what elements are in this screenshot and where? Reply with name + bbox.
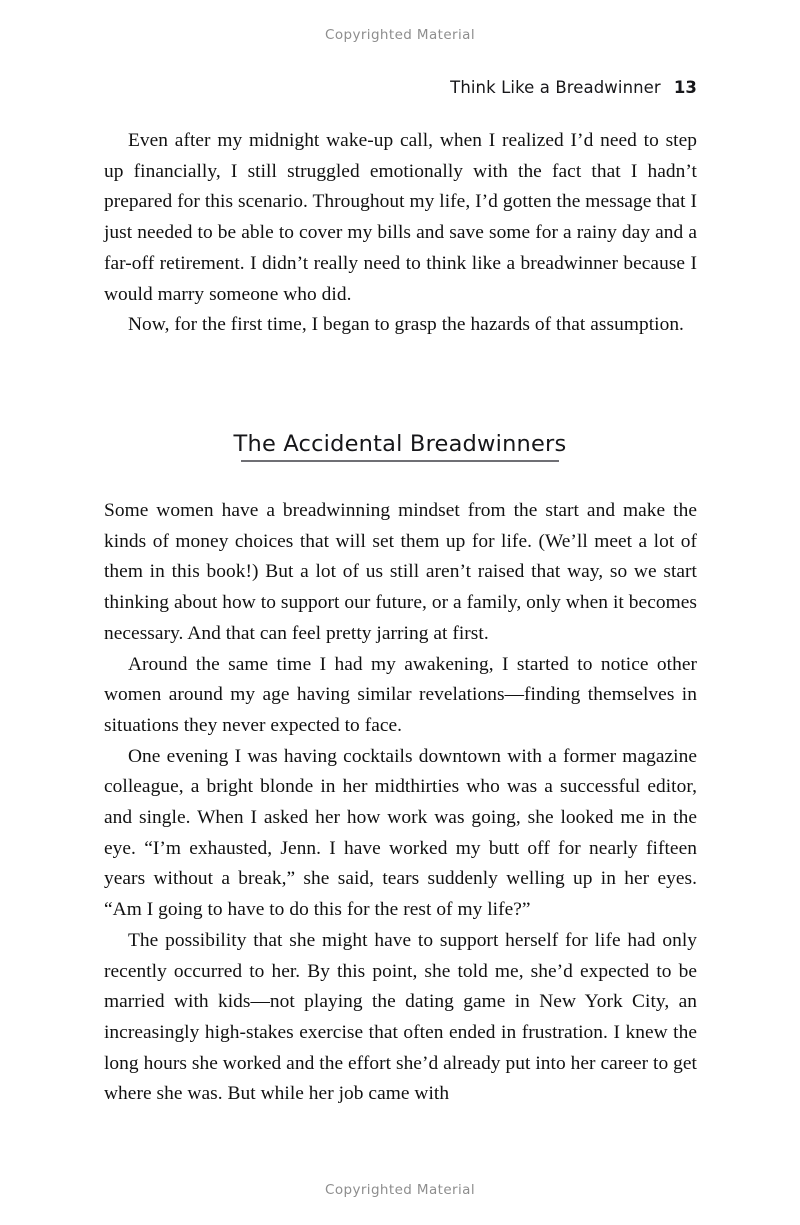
paragraph-the-possibility: The possibility that she might have to support herself for life had only recently occurred to her. By this point, she told me, she’d expected to be married with kids—not playing the dating game in New York City, an increasingly high-stakes exercise that often ended in frustration. I knew the long hours she worked and the effort she’d already put into her career to get where she was. But while her job came with bbox=[104, 929, 697, 1105]
section-heading-rule bbox=[241, 460, 559, 462]
running-head-title: Think Like a Breadwinner bbox=[450, 78, 661, 97]
text-column-lower bbox=[104, 496, 697, 1110]
page-number: 13 bbox=[673, 78, 697, 97]
paragraph-one-evening: One evening I was having cocktails downtown with a former magazine colleague, a bright blonde in her midthirties who was a successful editor, and single. When I asked her how work was going, she looked me in the eye. “I’m exhausted, Jenn. I have worked my butt off for nearly fifteen years without a break,” she said, tears suddenly welling up in her eyes. “Am I going to have to do this for the rest of my life?” bbox=[104, 745, 697, 921]
running-head bbox=[104, 78, 697, 97]
section-heading bbox=[0, 430, 800, 458]
paragraph-around-the-same-time: Around the same time I had my awakening, I started to notice other women around my age having similar revelations—finding themselves in situations they never expected to face. bbox=[104, 653, 697, 736]
copyright-watermark-bottom: Copyrighted Material bbox=[325, 1182, 475, 1198]
copyright-watermark-top: Copyrighted Material bbox=[325, 27, 475, 43]
paragraph-now-for-the-first-time: Now, for the first time, I began to grasp the hazards of that assumption. bbox=[128, 314, 684, 336]
text-column-upper bbox=[104, 126, 697, 341]
section-heading-text: The Accidental Breadwinners bbox=[233, 431, 567, 457]
paragraph-some-women: Some women have a breadwinning mindset from the start and make the kinds of money choices that will set them up for life. (We’ll meet a lot of them in this book!) But a lot of us still aren’t raised that way, so we start thinking about how to support our future, or a family, only when it becomes necessary. And that can feel pretty jarring at first. bbox=[104, 500, 697, 644]
paragraph-even-after: Even after my midnight wake-up call, when I realized I’d need to step up financially, I still struggled emotionally with the fact that I hadn’t prepared for this scenario. Throughout my life, I’d gotten the message that I just needed to be able to cover my bills and save some for a rainy day and a far-off retirement. I didn’t really need to think like a breadwinner because I would marry someone who did. bbox=[104, 130, 697, 305]
